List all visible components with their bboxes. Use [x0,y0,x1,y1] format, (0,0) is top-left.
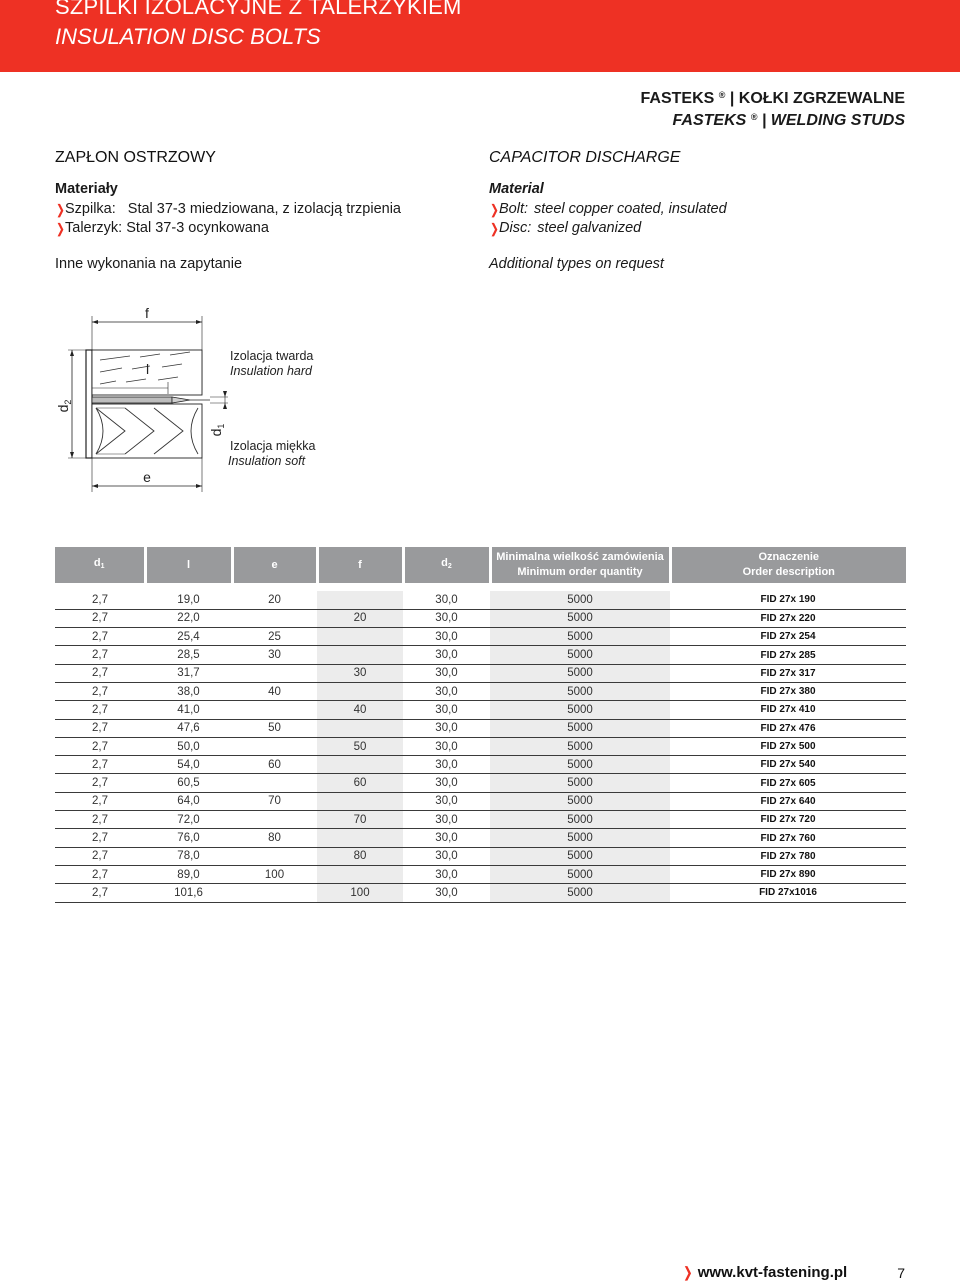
col-header-d2: d2 [403,547,490,583]
cell-desc: FID 27x 890 [670,865,906,883]
cell-f [317,829,403,847]
cell-qty: 5000 [490,865,670,883]
cell-d2: 30,0 [403,701,490,719]
cell-d1: 2,7 [55,682,145,700]
cell-d1: 2,7 [55,774,145,792]
cell-desc: FID 27x 476 [670,719,906,737]
page-number: 7 [897,1264,905,1281]
cell-desc: FID 27x 500 [670,737,906,755]
cell-desc: FID 27x 317 [670,664,906,682]
cell-l: 28,5 [145,646,232,664]
brand-block [641,86,905,130]
cell-qty: 5000 [490,737,670,755]
dimension-d2-label: $d_2$ [55,399,73,413]
col-header-quantity: Minimalna wielkość zamówienia Minimum order quantity [490,547,670,583]
cell-d1: 2,7 [55,865,145,883]
cell-desc: FID 27x 540 [670,756,906,774]
cell-l: 31,7 [145,664,232,682]
cell-l: 76,0 [145,829,232,847]
cell-f: 70 [317,811,403,829]
cell-l: 41,0 [145,701,232,719]
cell-qty: 5000 [490,701,670,719]
col-header-d1: d1 [55,547,145,583]
cell-d1: 2,7 [55,591,145,609]
cell-qty: 5000 [490,774,670,792]
cell-l: 64,0 [145,792,232,810]
table-spacer [55,583,906,591]
cell-d2: 30,0 [403,811,490,829]
cell-d1: 2,7 [55,884,145,902]
title-english: INSULATION DISC BOLTS [55,24,321,49]
cell-f [317,865,403,883]
chevron-right-icon: ❭ [55,202,66,217]
ignition-heading: ZAPŁON OSTRZOWY [55,149,216,166]
english-description [489,148,899,274]
dimension-l-label: l [146,361,150,377]
cell-f: 80 [317,847,403,865]
table-row [55,719,906,737]
cell-desc: FID 27x1016 [670,884,906,902]
table-row [55,829,906,847]
cell-desc: FID 27x 190 [670,591,906,609]
cell-d2: 30,0 [403,774,490,792]
cell-l: 60,5 [145,774,232,792]
material-value: steel copper coated, insulated [534,201,727,217]
additional-types-note: Additional types on request [489,256,664,272]
cell-desc: FID 27x 640 [670,792,906,810]
material-item [55,200,465,219]
material-label: Material [489,181,544,197]
cell-l: 78,0 [145,847,232,865]
cell-e: 70 [232,792,317,810]
cell-d1: 2,7 [55,847,145,865]
material-key: Bolt: [499,201,529,217]
cell-l: 22,0 [145,609,232,627]
cell-e: 50 [232,719,317,737]
chevron-right-icon: ❭ [489,221,500,236]
cell-d1: 2,7 [55,646,145,664]
cell-f [317,792,403,810]
cell-l: 89,0 [145,865,232,883]
cell-e [232,737,317,755]
cell-d2: 30,0 [403,609,490,627]
cell-e: 100 [232,865,317,883]
cell-d2: 30,0 [403,756,490,774]
material-item [489,200,899,219]
website-link[interactable]: www.kvt-fastening.pl [697,1264,848,1281]
cell-e [232,609,317,627]
cell-qty: 5000 [490,847,670,865]
col-header-description: Oznaczenie Order description [670,547,906,583]
cell-d1: 2,7 [55,756,145,774]
cell-desc: FID 27x 720 [670,811,906,829]
brand-name-2: FASTEKS [672,112,747,129]
cell-e [232,701,317,719]
title-polish: SZPILKI IZOLACYJNE Z TALERZYKIEM [55,0,462,19]
table-row [55,682,906,700]
material-value: Stal 37-3 miedziowana, z izolacją trzpienia [127,201,402,217]
cell-d2: 30,0 [403,829,490,847]
cell-qty: 5000 [490,646,670,664]
cell-e: 30 [232,646,317,664]
polish-description [55,148,465,274]
cell-e [232,847,317,865]
cell-f [317,591,403,609]
bolt-technical-drawing [50,300,490,500]
col-header-l: l [145,547,232,583]
cell-desc: FID 27x 605 [670,774,906,792]
hard-insulation-label-en: Insulation hard [230,364,313,378]
cell-qty: 5000 [490,756,670,774]
cell-d1: 2,7 [55,719,145,737]
table-body [55,583,906,902]
table-header-row [55,547,906,583]
cell-e: 60 [232,756,317,774]
table-row [55,884,906,902]
table-row [55,591,906,609]
table-row [55,865,906,883]
cell-d1: 2,7 [55,811,145,829]
cell-qty: 5000 [490,682,670,700]
cell-e [232,884,317,902]
dimension-f-label: f [145,305,149,321]
cell-d2: 30,0 [403,847,490,865]
cell-d1: 2,7 [55,737,145,755]
material-value: steel galvanized [537,220,642,236]
cell-desc: FID 27x 760 [670,829,906,847]
cell-l: 47,6 [145,719,232,737]
cell-desc: FID 27x 410 [670,701,906,719]
cell-e [232,811,317,829]
table-row [55,737,906,755]
table-row [55,628,906,646]
cell-e: 20 [232,591,317,609]
cell-qty: 5000 [490,792,670,810]
materials-label: Materiały [55,181,118,197]
cell-l: 54,0 [145,756,232,774]
cell-qty: 5000 [490,811,670,829]
soft-insulation-label-pl: Izolacja miękka [230,439,316,453]
material-key: Szpilka: [65,201,116,217]
cell-f: 60 [317,774,403,792]
cell-f: 30 [317,664,403,682]
cell-d1: 2,7 [55,609,145,627]
chevron-right-icon: ❭ [55,221,66,236]
cell-f [317,646,403,664]
cell-l: 19,0 [145,591,232,609]
dimension-d1-label: $d_1$ [208,423,226,437]
registered-mark: ® [718,90,726,100]
cell-qty: 5000 [490,664,670,682]
cell-f: 100 [317,884,403,902]
brand-category-polish: | KOŁKI ZGRZEWALNE [729,90,905,107]
registered-mark-2: ® [750,112,758,122]
cell-d2: 30,0 [403,719,490,737]
col-header-f: f [317,547,403,583]
cell-e: 40 [232,682,317,700]
cell-l: 38,0 [145,682,232,700]
cell-desc: FID 27x 254 [670,628,906,646]
brand-line-polish [641,86,905,108]
cell-qty: 5000 [490,884,670,902]
material-value: Stal 37-3 ocynkowana [126,220,269,236]
cell-qty: 5000 [490,628,670,646]
brand-name: FASTEKS [640,90,715,107]
dimension-e-label: e [143,469,151,485]
cell-d1: 2,7 [55,628,145,646]
cell-l: 72,0 [145,811,232,829]
cell-d2: 30,0 [403,737,490,755]
cell-d2: 30,0 [403,628,490,646]
cell-d2: 30,0 [403,682,490,700]
capacitor-heading: CAPACITOR DISCHARGE [489,149,681,166]
material-item [55,219,465,238]
hard-insulation-label-pl: Izolacja twarda [230,349,314,363]
cell-desc: FID 27x 780 [670,847,906,865]
cell-f: 20 [317,609,403,627]
cell-d2: 30,0 [403,865,490,883]
table-row [55,646,906,664]
cell-d1: 2,7 [55,829,145,847]
table-row [55,811,906,829]
table-row [55,701,906,719]
table-row [55,792,906,810]
col-header-e: e [232,547,317,583]
other-versions-note: Inne wykonania na zapytanie [55,256,243,272]
cell-qty: 5000 [490,719,670,737]
cell-e [232,774,317,792]
cell-desc: FID 27x 380 [670,682,906,700]
chevron-right-icon: ❭ [682,1264,694,1280]
soft-insulation-label-en: Insulation soft [228,454,306,468]
cell-d1: 2,7 [55,701,145,719]
cell-d2: 30,0 [403,664,490,682]
cell-l: 50,0 [145,737,232,755]
brand-line-english [641,108,905,130]
cell-desc: FID 27x 220 [670,609,906,627]
cell-f: 50 [317,737,403,755]
cell-qty: 5000 [490,591,670,609]
cell-f [317,628,403,646]
brand-category-english: | WELDING STUDS [761,112,905,129]
title-banner [0,0,960,72]
cell-l: 101,6 [145,884,232,902]
table-row [55,664,906,682]
cell-qty: 5000 [490,829,670,847]
cell-f: 40 [317,701,403,719]
table-row [55,774,906,792]
cell-d1: 2,7 [55,664,145,682]
chevron-right-icon: ❭ [489,202,500,217]
cell-qty: 5000 [490,609,670,627]
table-row [55,847,906,865]
material-item [489,219,899,238]
cell-e [232,664,317,682]
cell-f [317,682,403,700]
cell-e: 25 [232,628,317,646]
cell-d1: 2,7 [55,792,145,810]
table-row [55,609,906,627]
cell-desc: FID 27x 285 [670,646,906,664]
cell-d2: 30,0 [403,591,490,609]
cell-f [317,719,403,737]
cell-d2: 30,0 [403,646,490,664]
cell-d2: 30,0 [403,792,490,810]
material-key: Talerzyk: [65,220,123,236]
cell-f [317,756,403,774]
table-row [55,756,906,774]
page-footer [682,1264,905,1281]
cell-l: 25,4 [145,628,232,646]
cell-e: 80 [232,829,317,847]
product-spec-table [55,547,906,903]
cell-d2: 30,0 [403,884,490,902]
material-key: Disc: [499,220,532,236]
